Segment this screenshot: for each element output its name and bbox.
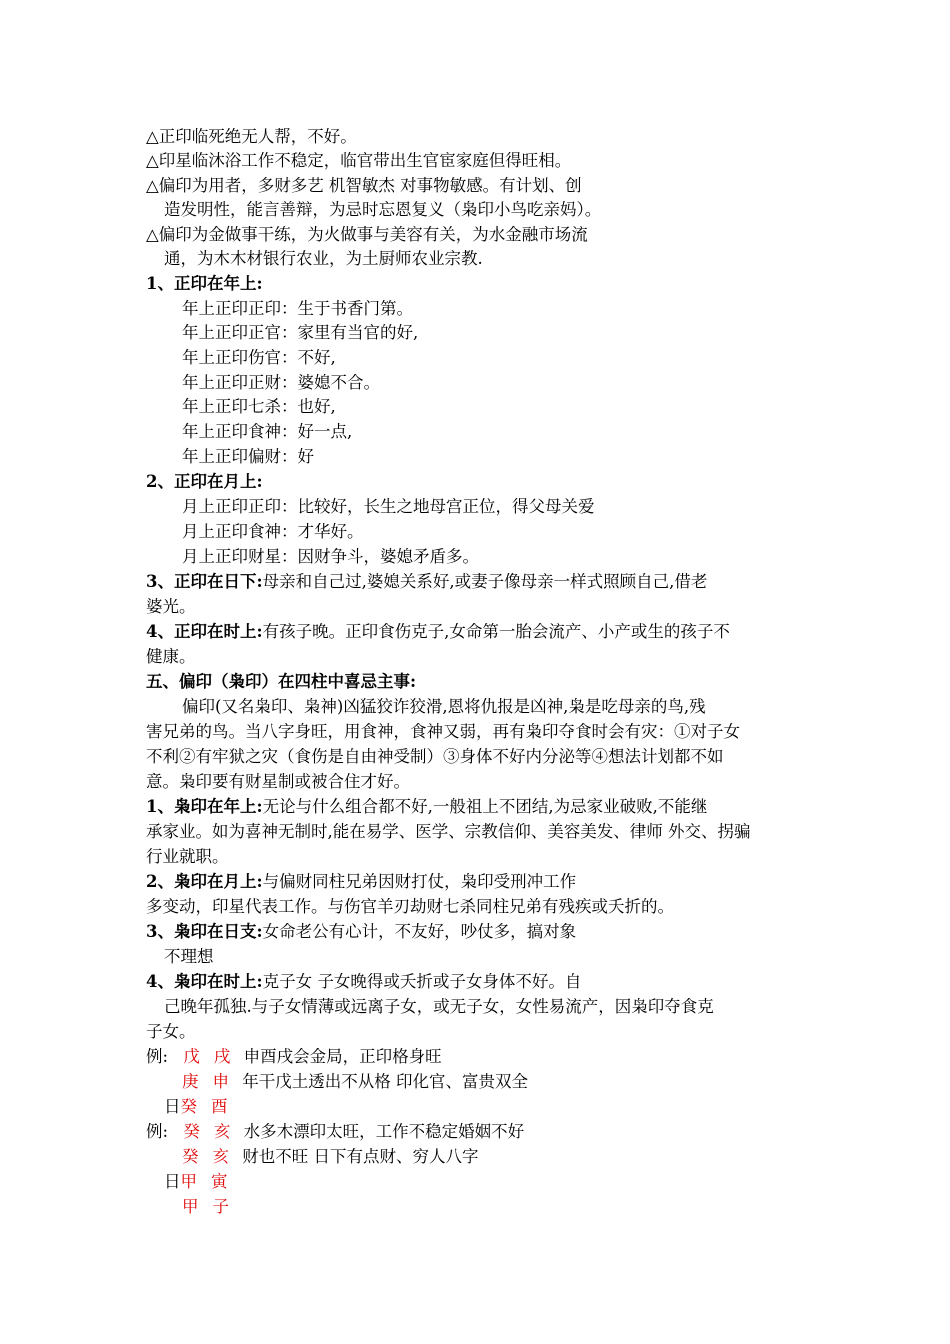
text-line: 通，为木木材银行农业，为土厨师农业宗教. <box>164 249 483 268</box>
text-line <box>146 571 707 593</box>
text-line: 年上正印伤官：不好, <box>182 348 336 367</box>
heavenly-stem: 癸 <box>182 1147 199 1166</box>
text-line: 承家业。如为喜神无制时,能在易学、医学、宗教信仰、美容美发、律师 外交、拐骗 <box>146 822 751 841</box>
day-pillar-marker: 日 <box>164 1097 181 1116</box>
text-line: △正印临死绝无人帮，不好。 <box>146 127 357 146</box>
text-line: 月上正印食神：才华好。 <box>182 522 364 541</box>
example-label: 例: <box>146 1122 169 1141</box>
text-line: 年上正印食神：好一点, <box>182 422 353 441</box>
example-row <box>182 1071 528 1093</box>
example-row <box>164 1171 228 1193</box>
inline-text: 无论与什么组合都不好,一般祖上不团结,为忌家业破败,不能继 <box>262 797 708 816</box>
inline-heading: 1、枭印在年上: <box>146 797 263 816</box>
inline-heading: 4、枭印在时上: <box>146 972 263 991</box>
earthly-branch: 寅 <box>211 1172 228 1191</box>
inline-heading: 3、枭印在日支: <box>146 922 263 941</box>
inline-text: 与偏财同柱兄弟因财打仗，枭印受刑冲工作 <box>262 872 577 891</box>
text-line: 己晚年孤独.与子女情薄或远离子女，或无子女，女性易流产，因枭印夺食克 <box>164 997 714 1016</box>
text-line <box>146 796 707 818</box>
earthly-branch: 亥 <box>212 1147 229 1166</box>
inline-heading: 3、正印在日下: <box>146 572 263 591</box>
text-line: 年上正印偏财：好 <box>182 447 314 466</box>
text-line: △印星临沐浴工作不稳定，临官带出生官宦家庭但得旺相。 <box>146 151 572 170</box>
text-line <box>146 921 576 943</box>
text-line: 造发明性，能言善辩，为忌时忘恩复义（枭印小鸟吃亲妈）。 <box>164 200 602 219</box>
example-row <box>146 1046 442 1068</box>
text-line: 年上正印正官：家里有当官的好, <box>182 323 419 342</box>
text-line: 不利②有牢狱之灾（食伤是自由神受制）③身体不好内分泌等④想法计划都不如 <box>146 747 724 766</box>
example-row <box>146 1121 524 1143</box>
text-line: 年上正印正印：生于书香门第。 <box>182 299 413 318</box>
heavenly-stem: 戊 <box>183 1047 200 1066</box>
inline-text: 母亲和自己过,婆媳关系好,或妻子像母亲一样式照顾自己,借老 <box>262 572 708 591</box>
text-line: 婆光。 <box>146 597 196 616</box>
earthly-branch: 申 <box>212 1072 229 1091</box>
text-line: 年上正印七杀：也好, <box>182 397 336 416</box>
heavenly-stem: 甲 <box>180 1172 197 1191</box>
inline-text: 克子女 子女晚得或夭折或子女身体不好。自 <box>262 972 582 991</box>
earthly-branch: 酉 <box>211 1097 228 1116</box>
text-line: 月上正印财星：因财争斗，婆媳矛盾多。 <box>182 547 479 566</box>
heavenly-stem: 癸 <box>180 1097 197 1116</box>
example-row <box>182 1146 479 1168</box>
text-line <box>146 971 581 993</box>
section-heading: 1、正印在年上: <box>146 274 263 293</box>
text-line: 不理想 <box>164 947 214 966</box>
heavenly-stem: 癸 <box>183 1122 200 1141</box>
inline-text: 女命老公有心计，不友好，吵仗多，搞对象 <box>262 922 577 941</box>
example-note: 申酉戌会金局，正印格身旺 <box>243 1047 442 1066</box>
earthly-branch: 亥 <box>213 1122 231 1141</box>
inline-heading: 2、枭印在月上: <box>146 872 263 891</box>
section-heading: 2、正印在月上: <box>146 472 263 491</box>
inline-text: 有孩子晚。正印食伤克子,女命第一胎会流产、小产或生的孩子不 <box>262 622 730 641</box>
heavenly-stem: 庚 <box>182 1072 199 1091</box>
text-line: △偏印为用者，多财多艺 机智敏杰 对事物敏感。有计划、创 <box>146 176 582 195</box>
example-note: 财也不旺 日下有点财、穷人八字 <box>242 1147 479 1166</box>
text-line <box>146 871 576 893</box>
text-line: 害兄弟的鸟。当八字身旺，用食神，食神又弱，再有枭印夺食时会有灾：①对子女 <box>146 722 740 741</box>
text-line: 健康。 <box>146 647 196 666</box>
text-line <box>146 621 730 643</box>
example-row <box>164 1096 228 1118</box>
text-line: 偏印(又名枭印、枭神)凶猛狡诈狡滑,恩将仇报是凶神,枭是吃母亲的鸟,残 <box>182 697 706 716</box>
example-note: 水多木漂印太旺，工作不稳定婚姻不好 <box>243 1122 525 1141</box>
text-line: 子女。 <box>146 1022 196 1041</box>
text-line: 意。枭印要有财星制或被合住才好。 <box>146 772 410 791</box>
example-label: 例: <box>146 1047 169 1066</box>
text-line: 月上正印正印：比较好，长生之地母宫正位，得父母关爱 <box>182 497 595 516</box>
text-line: △偏印为金做事干练，为火做事与美容有关，为水金融市场流 <box>146 225 588 244</box>
earthly-branch: 子 <box>212 1197 229 1216</box>
inline-heading: 4、正印在时上: <box>146 622 263 641</box>
earthly-branch: 戌 <box>213 1047 231 1066</box>
example-row <box>182 1196 229 1218</box>
heavenly-stem: 甲 <box>182 1197 199 1216</box>
section-heading: 五、偏印（枭印）在四柱中喜忌主事: <box>146 672 417 691</box>
text-line: 年上正印正财：婆媳不合。 <box>182 373 380 392</box>
text-line: 多变动，印星代表工作。与伤官羊刃劫财七杀同柱兄弟有残疾或夭折的。 <box>146 897 674 916</box>
text-line: 行业就职。 <box>146 847 229 866</box>
day-pillar-marker: 日 <box>164 1172 181 1191</box>
example-note: 年干戊土透出不从格 印化官、富贵双全 <box>242 1072 528 1091</box>
